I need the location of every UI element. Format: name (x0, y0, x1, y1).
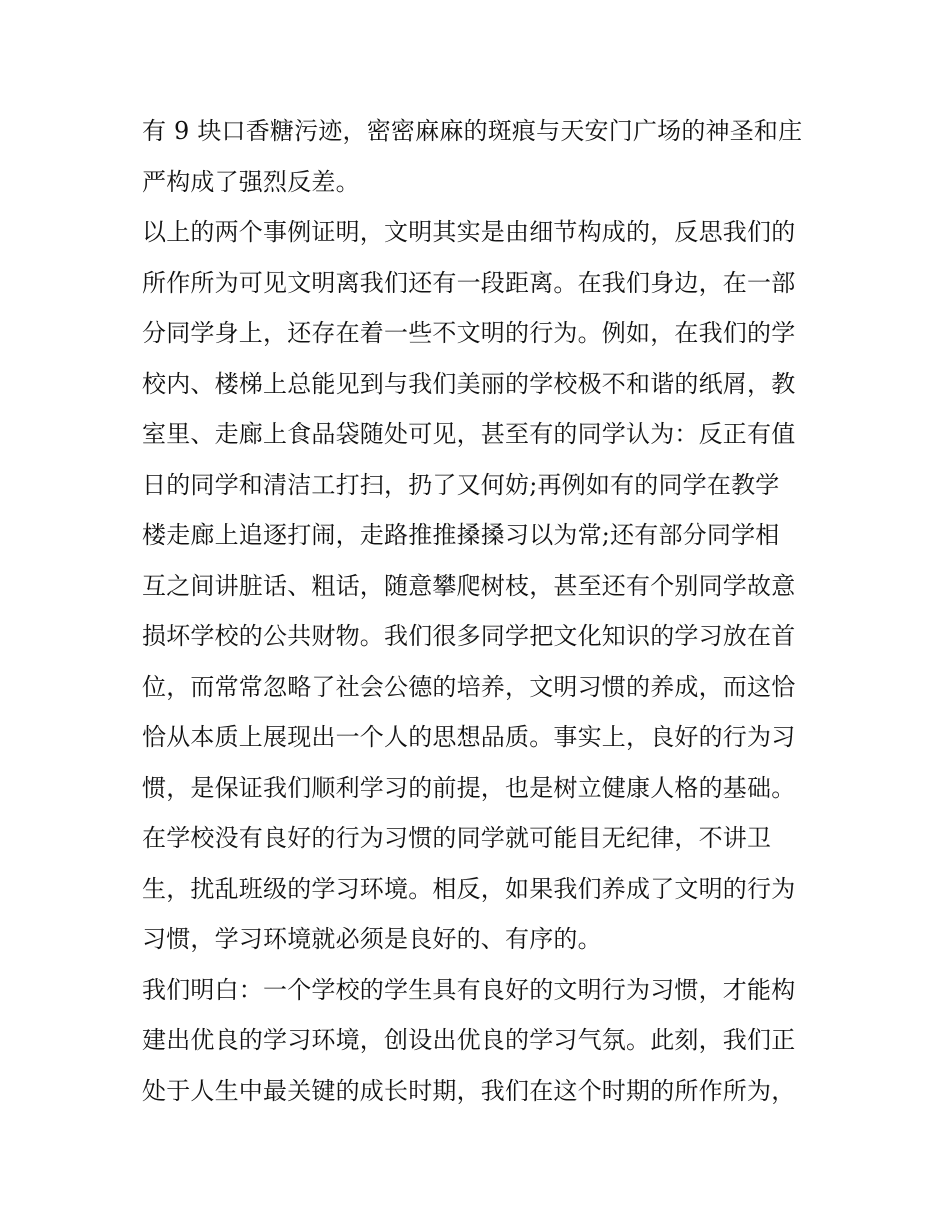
text-line: 惯，是保证我们顺利学习的前提，也是树立健康人格的基础。 (142, 773, 796, 802)
text-line: 习惯，学习环境就必须是良好的、有序的。 (142, 925, 602, 953)
text-line: 分同学身上，还存在着一些不文明的行为。例如，在我们的学 (142, 319, 796, 347)
text-line: 以上的两个事例证明，文明其实是由细节构成的，反思我们的 (142, 218, 796, 246)
text-line: 位，而常常忽略了社会公德的培养，文明习惯的养成，而这恰 (142, 672, 796, 701)
text-line: 生，扰乱班级的学习环境。相反，如果我们养成了文明的行为 (142, 874, 796, 903)
text-line: 严构成了强烈反差。 (142, 167, 360, 196)
text-line: 恰从本质上展现出一个人的思想品质。事实上，良好的行为习 (142, 723, 796, 751)
text-line: 建出优良的学习环境，创设出优良的学习气氛。此刻，我们正 (142, 1026, 796, 1054)
text-line: 我们明白：一个学校的学生具有良好的文明行为习惯，才能构 (142, 975, 796, 1004)
text-line: 互之间讲脏话、粗话，随意攀爬树枝，甚至还有个别同学故意 (142, 571, 796, 600)
text-line: 所作所为可见文明离我们还有一段距离。在我们身边，在一部 (142, 268, 796, 297)
text-line: 室里、走廊上食品袋随处可见，甚至有的同学认为：反正有值 (142, 420, 796, 448)
text-line: 在学校没有良好的行为习惯的同学就可能目无纪律，不讲卫 (142, 824, 772, 852)
text-line: 处于人生中最关键的成长时期，我们在这个时期的所作所为， (142, 1076, 796, 1105)
text-line: 校内、楼梯上总能见到与我们美丽的学校极不和谐的纸屑，教 (142, 369, 796, 398)
text-line: 损坏学校的公共财物。我们很多同学把文化知识的学习放在首 (142, 622, 796, 650)
text-line: 有 9 块口香糖污迹，密密麻麻的斑痕与天安门广场的神圣和庄 (142, 117, 803, 145)
text-line: 日的同学和清洁工打扫，扔了又何妨;再例如有的同学在教学 (142, 470, 780, 499)
document-body (142, 106, 814, 1116)
text-line: 楼走廊上追逐打闹，走路推推搡搡习以为常;还有部分同学相 (142, 521, 780, 549)
